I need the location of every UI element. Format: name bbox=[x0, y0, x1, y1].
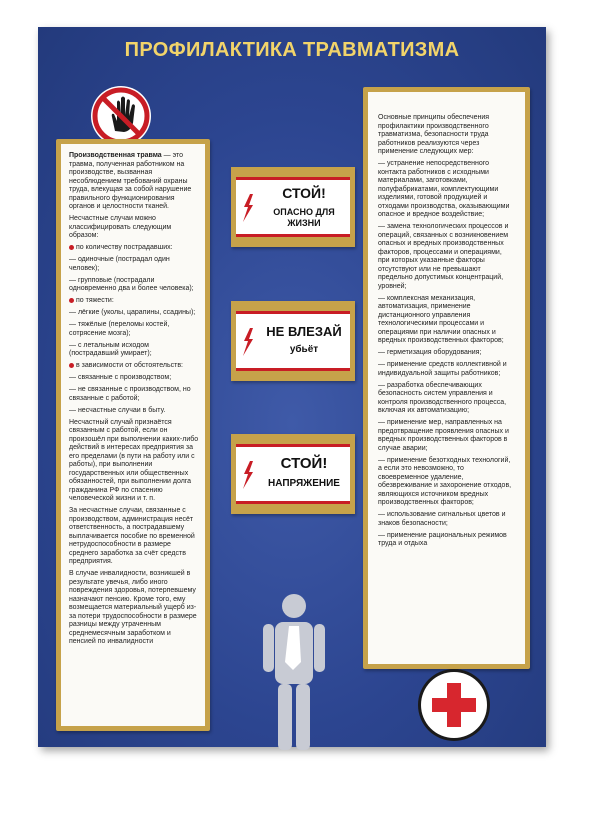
list-item: — замена технологических процессов и операций, связанных с возникновением опасных и вредных производственных факторов, процессами и операциями, при которых указанные факторы отсутствуют или не превышают предельно допустимых концентраций, уровней; bbox=[378, 223, 509, 290]
paragraph: За несчастные случаи, связанные с производством, администрация несёт ответственность, а пострадавшему выплачивается пособие по временной нетрудоспособности в размере среднего заработка за счёт средств предприятия. bbox=[69, 507, 195, 565]
paragraph: В случае инвалидности, возникшей в результате увечья, либо иного повреждения здоровья, потерпевшему назначают пенсию. Кроме того, ему возмещается материальный ущерб из-за потери трудоспособности в размере разницы между утраченным среднемесячным заработком и пенсией по инвалидности bbox=[69, 570, 197, 645]
group-title: в зависимости от обстоятельств: bbox=[76, 362, 183, 369]
list-item: — одиночные (пострадал один человек); bbox=[69, 256, 170, 272]
left-panel-body bbox=[61, 144, 205, 726]
poster-title: ПРОФИЛАКТИКА ТРАВМАТИЗМА bbox=[124, 39, 460, 61]
group-title: по тяжести: bbox=[76, 297, 114, 304]
sign-plate bbox=[236, 177, 350, 237]
sign-subtext: убьёт bbox=[289, 344, 319, 355]
poster bbox=[38, 27, 546, 747]
paragraph: Несчастный случай признаётся связанным с работой, если он произошёл при выполнении каких-либо действий в интересах предприятия за его пределами (в пути на работу или с работы), при выполнении государственных или общественных обязанностей, при выполнении долга гражданина РФ по спасению человеческой жизни и т. п. bbox=[69, 418, 199, 502]
list-item: — с летальным исходом (пострадавший умирает); bbox=[69, 341, 152, 357]
definition-term: Производственная травма bbox=[69, 152, 162, 159]
list-item: — несчастные случаи в быту. bbox=[69, 406, 166, 414]
warning-sign-do-not-climb bbox=[231, 301, 355, 381]
right-info-panel bbox=[363, 87, 530, 669]
list-item: — герметизация оборудования; bbox=[378, 349, 482, 356]
injured-person-figure bbox=[259, 592, 329, 752]
right-panel-body bbox=[368, 92, 525, 664]
list-item: — разработка обеспечивающих безопасность систем управления и контроля производственного процесса, включая их автоматизацию; bbox=[378, 381, 507, 414]
list-item: — применение мер, направленных на предотвращение проявления опасных и вредных производственных факторов в случае аварии; bbox=[378, 419, 509, 452]
list-item: — лёгкие (уколы, царапины, ссадины); bbox=[69, 309, 196, 316]
list-item: — связанные с производством; bbox=[69, 374, 172, 381]
list-item: — устранение непосредственного контакта работников с исходными материалами, заготовками, полуфабрикатами, комплектующими изделиями, готовой продукцией и отходами производства, оказывающими опасное и вредное воздействие; bbox=[378, 160, 510, 218]
definition-text: — это травма, полученная работником на производстве, вызванная несоблюдением требований охраны труда, влекущая за собой нарушение правильного функционирования органов и целостности тканей. bbox=[69, 152, 192, 210]
bullet-icon bbox=[69, 363, 74, 368]
list-item: — комплексная механизация, автоматизация, применение дистанционного управления технологическими процессами и операциями при наличии опасных и вредных производственных факторов; bbox=[378, 294, 504, 344]
warning-sign-danger bbox=[231, 167, 355, 247]
list-item: — применение средств коллективной и индивидуальной защиты работников; bbox=[378, 361, 507, 377]
list-item: — не связанные с производством, но связанные с работой; bbox=[69, 386, 191, 402]
left-info-panel bbox=[56, 139, 210, 731]
high-voltage-bolt-icon bbox=[242, 461, 254, 489]
right-panel-text bbox=[378, 114, 515, 552]
classification-intro: Несчастные случаи можно классифицировать следующим образом: bbox=[69, 215, 172, 239]
list-item: — применение безотходных технологий, а если это невозможно, то своевременное удаление, обезвреживание и захоронение отходов, являющихся источником вредных производственных факторов; bbox=[378, 456, 512, 506]
list-item: — применение рациональных режимов труда и отдыха bbox=[378, 531, 507, 547]
list-item: — групповые (пострадали одновременно два и более человека); bbox=[69, 276, 194, 292]
no-entry-hand-icon bbox=[90, 85, 152, 147]
sign-headline: НЕ ВЛЕЗАЙ bbox=[266, 324, 342, 339]
sign-headline: СТОЙ! bbox=[282, 185, 326, 201]
principles-intro: Основные принципы обеспечения профилактики производственного травматизма, безопасности труда работников реализуются через применение следующих мер: bbox=[378, 114, 490, 155]
sign-plate bbox=[236, 444, 350, 504]
bullet-icon bbox=[69, 245, 74, 250]
sign-subtext: ОПАСНО ДЛЯ bbox=[273, 207, 335, 217]
sign-plate bbox=[236, 311, 350, 371]
list-item: — использование сигнальных цветов и знаков безопасности; bbox=[378, 511, 506, 527]
sign-subtext: НАПРЯЖЕНИЕ bbox=[268, 478, 340, 489]
list-item: — тяжёлые (переломы костей, сотрясение мозга); bbox=[69, 321, 170, 337]
sign-subtext: ЖИЗНИ bbox=[287, 218, 321, 228]
left-panel-text bbox=[69, 152, 199, 650]
high-voltage-bolt-icon bbox=[242, 194, 254, 222]
bullet-icon bbox=[69, 298, 74, 303]
red-cross-icon bbox=[417, 668, 491, 742]
sign-headline: СТОЙ! bbox=[280, 455, 328, 472]
high-voltage-bolt-icon bbox=[242, 328, 254, 356]
warning-sign-voltage bbox=[231, 434, 355, 514]
group-title: по количеству пострадавших: bbox=[76, 244, 173, 251]
